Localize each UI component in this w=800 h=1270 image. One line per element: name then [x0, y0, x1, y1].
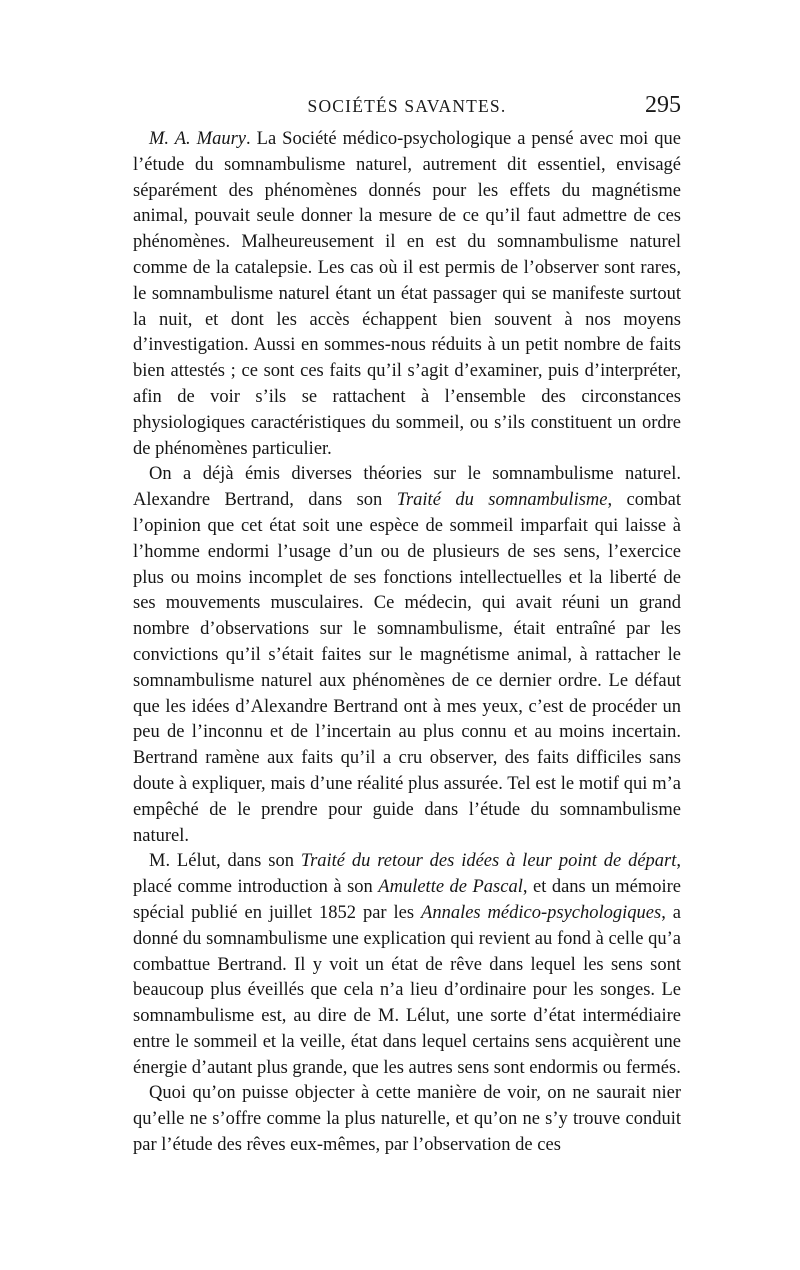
body-text [133, 127, 681, 1159]
text-segment: . La Société médico-psychologique a pensé avec moi que l’étude du somnambulisme naturel, autrement dit essentiel, envisagé séparément des phénomènes donnés pour les effets du magnétisme animal, pouvait seule donner la mesure de ce qu’il faut admettre de ces phénomènes. Malheureusement il en est du somnambulisme naturel comme de la catalepsie. Les cas où il est permis de l’observer sont rares, le somnambulisme naturel étant un état passager qui se manifeste surtout la nuit, et dont les accès échappent bien souvent à nos moyens d’investigation. Aussi en sommes-nous réduits à un petit nombre de faits bien attestés ; ce sont ces faits qu’il s’agit d’examiner, puis d’interpréter, afin de voir s’ils se rattachent à l’ensemble des circonstances physiologiques caractéristiques du sommeil, ou s’ils constituent un ordre de phénomènes particulier. [133, 129, 681, 459]
text-segment: , combat l’opinion que cet état soit une espèce de sommeil imparfait qui laisse à l’homme endormi l’usage d’un ou de plusieurs de ses sens, l’exercice plus ou moins incomplet de ses fonctions intellectuelles et la liberté de ses mouvements musculaires. Ce médecin, qui avait réuni un grand nombre d’observations sur le somnambulisme, était entraîné par les convictions qu’il s’était faites sur le magnétisme animal, à rattacher le somnambulisme naturel aux phénomènes de ce dernier ordre. Le défaut que les idées d’Alexandre Bertrand ont à mes yeux, c’est de procéder un peu de l’inconnu et de l’incertain au plus connu et au moins incertain. Bertrand ramène aux faits qu’il a cru observer, des faits difficiles sans doute à expliquer, mais d’une réalité plus assurée. Tel est le motif qui m’a empêché de le prendre pour guide dans l’étude du somnambulisme naturel. [133, 490, 681, 846]
paragraph [133, 127, 681, 462]
italic-text-segment: Traité du retour des idées à leur point de départ [300, 851, 677, 872]
running-title: SOCIÉTÉS SAVANTES. [307, 96, 507, 116]
paragraph [133, 849, 681, 1081]
paragraph [133, 462, 681, 849]
text-segment: , a donné du somnambulisme une explication qui revient au fond à celle qu’a combattue Bertrand. Il y voit un état de rêve dans lequel les sens sont beaucoup plus éveillés que cela n’a lieu d’ordinaire pour les songes. Le somnambulisme est, au dire de M. Lélut, une sorte d’état intermédiaire entre le sommeil et la veille, état dans lequel certains sens acquièrent une énergie d’autant plus grande, que les autres sens sont endormis ou fermés. [133, 902, 681, 1078]
paragraph [133, 1081, 681, 1158]
italic-text-segment: M. A. Maury [149, 129, 246, 149]
italic-text-segment: Annales médico-psychologiques [421, 902, 662, 923]
text-segment: , placé comme introduction à son [133, 851, 681, 898]
text-segment: Quoi qu’on puisse objecter à cette manière de voir, on ne saurait nier qu’elle ne s’offre comme la plus naturelle, et qu’on ne s’y trouve conduit par l’étude des rêves eux-mêmes, par l’observation de ces [133, 1083, 681, 1156]
italic-text-segment: Amulette de Pascal [378, 877, 523, 898]
text-segment: M. Lélut, dans son [149, 851, 301, 872]
italic-text-segment: Traité du somnambulisme [396, 490, 608, 511]
running-head [133, 92, 681, 122]
page-number: 295 [645, 92, 681, 118]
text-segment: On a déjà émis diverses théories sur le somnambulisme naturel. Alexandre Bertrand, dans son [133, 464, 681, 511]
text-segment: , et dans un mémoire spécial publié en juillet 1852 par les [133, 877, 681, 923]
